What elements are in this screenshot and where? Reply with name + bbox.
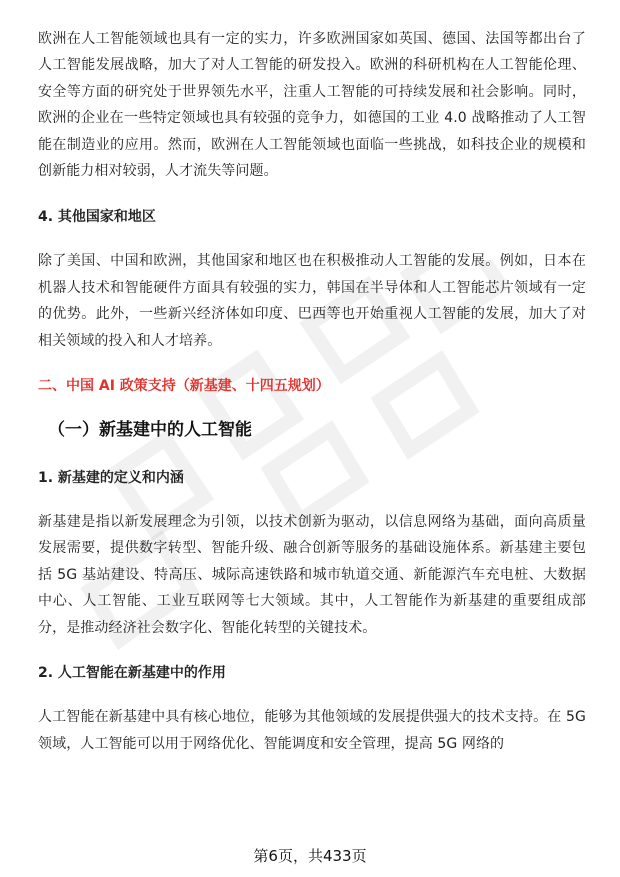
paragraph-ai-role: 人工智能在新基建中具有核心地位，能够为其他领域的发展提供强大的技术支持。在 5G 领域，人工智能可以用于网络优化、智能调度和安全管理，提高 5G 网络的 <box>38 709 586 752</box>
paragraph-other-countries: 除了美国、中国和欧洲，其他国家和地区也在积极推动人工智能的发展。例如，日本在机器人技术和智能硬件方面具有较强的实力，韩国在半导体和人工智能芯片领域有一定的优势。此外，一些新兴经济体如印度、巴西等也开始重视人工智能的发展，加大了对相关领域的投入和人才培养。 <box>38 253 586 349</box>
document-page <box>38 26 586 757</box>
paragraph-europe: 欧洲在人工智能领域也具有一定的实力，许多欧洲国家如英国、德国、法国等都出台了人工智能发展战略，加大了对人工智能的研发投入。欧洲的科研机构在人工智能伦理、安全等方面的研究处于世界领先水平，注重人工智能的可持续发展和社会影响。同时，欧洲的企业在一些特定领域也具有较强的竞争力，如德国的工业 4.0 战略推动了人工智能在制造业的应用。然而，欧洲在人工智能领域也面临一些挑战，如科技企业的规模和创新能力相对较弱，人才流失等问题。 <box>38 31 586 180</box>
paragraph-new-infrastructure-definition: 新基建是指以新发展理念为引领，以技术创新为驱动，以信息网络为基础，面向高质量发展需要，提供数字转型、智能升级、融合创新等服务的基础设施体系。新基建主要包括 5G 基站建设、特高压、城际高速铁路和城市轨道交通、新能源汽车充电桩、大数据中心、人工智能、工业互联网等七大领域。其中，人工智能作为新基建的重要组成部分，是推动经济社会数字化、智能化转型的关键技术。 <box>38 514 586 636</box>
page-number: 第6页，共433页 <box>253 847 367 865</box>
heading-other-countries: 4. 其他国家和地区 <box>38 209 156 226</box>
heading-ai-role: 2. 人工智能在新基建中的作用 <box>38 665 226 682</box>
heading-new-infrastructure-definition: 1. 新基建的定义和内涵 <box>38 470 184 487</box>
section-heading-china-ai-policy: 二、中国 AI 政策支持（新基建、十四五规划） <box>38 378 330 395</box>
subsection-heading-new-infrastructure-ai: （一）新基建中的人工智能 <box>48 420 252 441</box>
